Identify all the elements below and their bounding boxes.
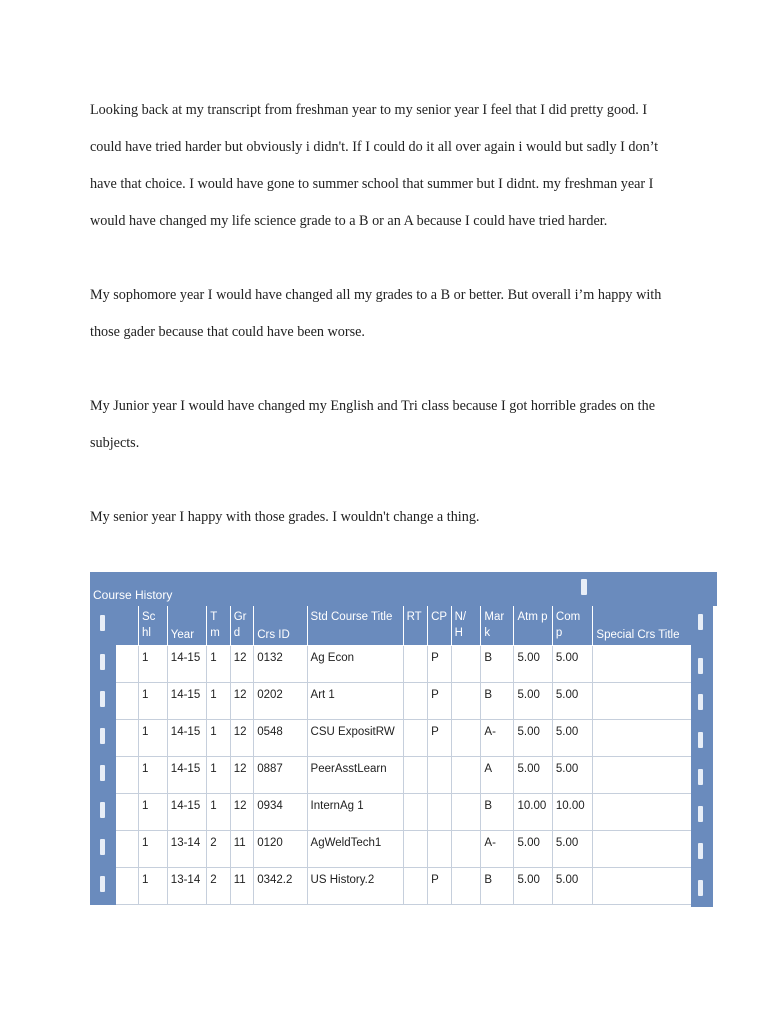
table-row[interactable] xyxy=(91,646,713,683)
row-handle[interactable] xyxy=(91,720,116,757)
paragraph-1: Looking back at my transcript from freshman year to my senior year I feel that I did pretty good. I could have tried harder but obviously i didn't. If I could do it all over again i would but sadly I don’t have that choice. I would have gone to summer school that summer but I didnt. my freshman year I would have changed my life science grade to a B or an A because I could have tried harder. xyxy=(90,102,659,229)
table-cell: 13-14 xyxy=(167,831,206,868)
course-history-header xyxy=(90,572,717,606)
table-cell: 1 xyxy=(139,868,168,905)
col-header[interactable]: Special Crs Title xyxy=(593,605,713,646)
row-handle[interactable] xyxy=(91,646,116,683)
table-cell xyxy=(451,868,481,905)
table-cell xyxy=(451,683,481,720)
table-cell: 1 xyxy=(139,720,168,757)
table-cell: 1 xyxy=(207,720,230,757)
table-cell: 1 xyxy=(207,757,230,794)
table-cell: 5.00 xyxy=(552,646,593,683)
table-cell: 5.00 xyxy=(514,757,552,794)
table-cell: 5.00 xyxy=(552,720,593,757)
table-cell xyxy=(451,720,481,757)
col-header[interactable]: Atm p xyxy=(514,605,552,646)
drag-handle-icon[interactable] xyxy=(698,880,703,896)
table-cell xyxy=(451,646,481,683)
table-cell: 0934 xyxy=(254,794,307,831)
essay-body xyxy=(90,92,680,536)
drag-handle-icon[interactable] xyxy=(698,843,703,859)
table-cell: 5.00 xyxy=(552,683,593,720)
table-cell: B xyxy=(481,794,514,831)
table-cell: 5.00 xyxy=(552,757,593,794)
table-cell: 1 xyxy=(139,646,168,683)
table-cell xyxy=(403,831,428,868)
table-cell: Art 1 xyxy=(307,683,403,720)
table-cell: 10.00 xyxy=(514,794,552,831)
blank-cell xyxy=(115,646,138,683)
table-cell: 2 xyxy=(207,868,230,905)
table-cell: P xyxy=(428,720,451,757)
drag-handle-icon[interactable] xyxy=(698,694,703,710)
table-cell: 5.00 xyxy=(514,646,552,683)
course-history-table xyxy=(90,604,713,905)
table-row[interactable] xyxy=(91,757,713,794)
table-cell: 12 xyxy=(230,720,253,757)
table-cell xyxy=(403,868,428,905)
course-history-panel xyxy=(90,572,713,905)
table-cell: 12 xyxy=(230,757,253,794)
table-cell xyxy=(451,757,481,794)
blank-header xyxy=(115,605,138,646)
drag-handle-icon xyxy=(100,839,105,855)
table-cell: CSU ExpositRW xyxy=(307,720,403,757)
table-cell: P xyxy=(428,646,451,683)
row-handle[interactable] xyxy=(91,831,116,868)
row-handle[interactable] xyxy=(91,868,116,905)
drag-handle-icon[interactable] xyxy=(698,769,703,785)
table-cell: 14-15 xyxy=(167,646,206,683)
col-header[interactable]: Mar k xyxy=(481,605,514,646)
table-cell xyxy=(451,794,481,831)
table-cell: 2 xyxy=(207,831,230,868)
table-cell: 1 xyxy=(139,757,168,794)
course-history-title: Course History xyxy=(93,588,173,602)
table-cell: US History.2 xyxy=(307,868,403,905)
drag-handle-icon[interactable] xyxy=(698,658,703,674)
col-header[interactable]: N/ H xyxy=(451,605,481,646)
table-cell xyxy=(403,720,428,757)
table-cell: 12 xyxy=(230,683,253,720)
table-cell: 12 xyxy=(230,646,253,683)
drag-handle-icon xyxy=(100,802,105,818)
col-header[interactable]: CP xyxy=(428,605,451,646)
table-row[interactable] xyxy=(91,720,713,757)
table-cell: 13-14 xyxy=(167,868,206,905)
table-cell: InternAg 1 xyxy=(307,794,403,831)
table-cell: 1 xyxy=(139,831,168,868)
table-cell: A- xyxy=(481,720,514,757)
drag-handle-icon[interactable] xyxy=(698,614,703,630)
table-row[interactable] xyxy=(91,868,713,905)
col-header[interactable]: Com p xyxy=(552,605,593,646)
table-cell: 0887 xyxy=(254,757,307,794)
drag-handle-icon xyxy=(100,728,105,744)
drag-handle-icon xyxy=(100,765,105,781)
table-cell: 12 xyxy=(230,794,253,831)
table-cell xyxy=(451,831,481,868)
table-cell: 0132 xyxy=(254,646,307,683)
table-cell: 1 xyxy=(139,794,168,831)
table-cell: B xyxy=(481,646,514,683)
table-header-row xyxy=(91,605,713,646)
table-cell: 0342.2 xyxy=(254,868,307,905)
col-header[interactable]: Std Course Title xyxy=(307,605,403,646)
row-handle[interactable] xyxy=(91,757,116,794)
col-header[interactable]: RT xyxy=(403,605,428,646)
table-cell: P xyxy=(428,868,451,905)
table-cell xyxy=(403,646,428,683)
table-cell xyxy=(403,794,428,831)
table-cell: A- xyxy=(481,831,514,868)
table-cell: 0120 xyxy=(254,831,307,868)
table-cell: P xyxy=(428,683,451,720)
blank-cell xyxy=(115,794,138,831)
blank-cell xyxy=(115,868,138,905)
table-cell: 5.00 xyxy=(552,868,593,905)
table-cell: AgWeldTech1 xyxy=(307,831,403,868)
row-handle[interactable] xyxy=(91,794,116,831)
table-cell: 14-15 xyxy=(167,757,206,794)
col-header[interactable]: Sc hl xyxy=(139,605,168,646)
table-cell: 10.00 xyxy=(552,794,593,831)
table-cell xyxy=(428,757,451,794)
table-cell: 5.00 xyxy=(552,831,593,868)
table-cell: 1 xyxy=(207,683,230,720)
col-header[interactable]: Year xyxy=(167,605,206,646)
col-header[interactable]: Gr d xyxy=(230,605,253,646)
row-handle[interactable] xyxy=(91,683,116,720)
drag-handle-icon xyxy=(100,691,105,707)
table-cell: PeerAsstLearn xyxy=(307,757,403,794)
paragraph-2: My sophomore year I would have changed all my grades to a B or better. But overall i’m happy with those gader because that could have been worse. xyxy=(90,287,662,340)
col-header[interactable]: T m xyxy=(207,605,230,646)
drag-handle-icon[interactable] xyxy=(698,732,703,748)
table-cell: 5.00 xyxy=(514,720,552,757)
blank-cell xyxy=(115,683,138,720)
table-cell: 0548 xyxy=(254,720,307,757)
table-row[interactable] xyxy=(91,683,713,720)
table-cell: 5.00 xyxy=(514,868,552,905)
drag-handle-icon xyxy=(100,615,105,631)
table-cell: Ag Econ xyxy=(307,646,403,683)
table-cell: B xyxy=(481,868,514,905)
table-cell: 0202 xyxy=(254,683,307,720)
table-cell: 14-15 xyxy=(167,683,206,720)
table-row[interactable] xyxy=(91,794,713,831)
table-cell xyxy=(403,757,428,794)
paragraph-3: My Junior year I would have changed my English and Tri class because I got horrible grades on the subjects. xyxy=(90,398,656,451)
column-resize-handle[interactable] xyxy=(581,579,587,595)
table-cell xyxy=(428,794,451,831)
drag-handle-icon xyxy=(100,876,105,892)
row-handle-header[interactable] xyxy=(91,605,116,646)
table-cell: 1 xyxy=(207,794,230,831)
table-cell: 11 xyxy=(230,831,253,868)
table-cell xyxy=(428,831,451,868)
table-cell: 1 xyxy=(207,646,230,683)
table-cell: 1 xyxy=(139,683,168,720)
paragraph-4: My senior year I happy with those grades. I wouldn't change a thing. xyxy=(90,509,480,525)
blank-cell xyxy=(115,757,138,794)
table-cell: B xyxy=(481,683,514,720)
right-scroll-rail xyxy=(691,606,713,907)
table-cell: 11 xyxy=(230,868,253,905)
col-header[interactable]: Crs ID xyxy=(254,605,307,646)
table-cell: A xyxy=(481,757,514,794)
blank-cell xyxy=(115,831,138,868)
blank-cell xyxy=(115,720,138,757)
table-cell: 5.00 xyxy=(514,831,552,868)
table-row[interactable] xyxy=(91,831,713,868)
table-cell: 5.00 xyxy=(514,683,552,720)
drag-handle-icon[interactable] xyxy=(698,806,703,822)
drag-handle-icon xyxy=(100,654,105,670)
table-cell: 14-15 xyxy=(167,720,206,757)
table-cell: 14-15 xyxy=(167,794,206,831)
table-cell xyxy=(403,683,428,720)
